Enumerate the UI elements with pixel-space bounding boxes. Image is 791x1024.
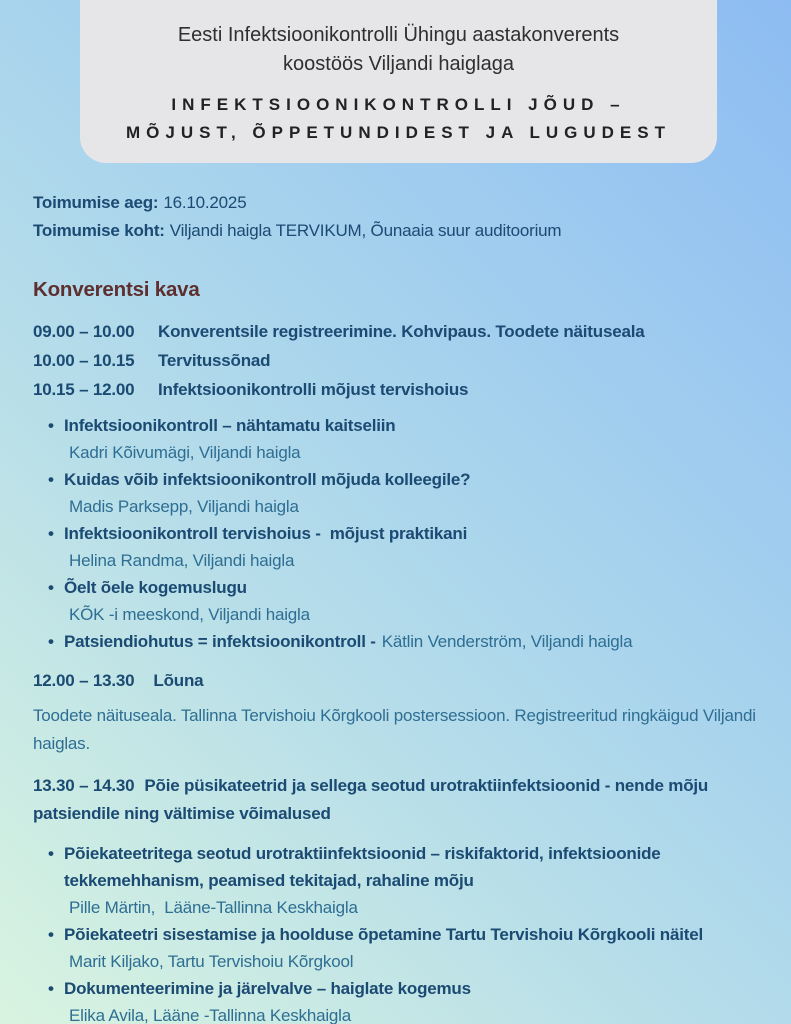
session2-time: 13.30 – 14.30 — [33, 776, 135, 795]
event-info — [33, 189, 758, 245]
header-card — [80, 0, 717, 163]
talk-title: • Õelt õele kogemuslugu — [64, 578, 247, 597]
lunch-title: Lõuna — [153, 671, 204, 690]
schedule-title: Infektsioonikontrolli mõjust tervishoius — [158, 380, 469, 399]
event-venue-line — [33, 217, 758, 245]
talk-item — [48, 840, 758, 921]
talk-title: Patsiendiohutus = infektsioonikontroll - — [64, 632, 376, 651]
talk-speaker: Pille Märtin, Lääne-Tallinna Keskhaigla — [69, 898, 358, 917]
talk-speaker: Kätlin Venderström, Viljandi haigla — [381, 632, 633, 651]
talk-speaker: Kadri Kõivumägi, Viljandi haigla — [69, 443, 301, 462]
talk-title: • Põiekateetritega seotud urotraktiinfektsioonid – riskifaktorid, infektsioonide tekkemehhanism, peamised tekitajad, rahaline mõju — [64, 844, 666, 890]
talk-item — [48, 921, 758, 975]
session2-title: Põie püsikateetrid ja sellega seotud urotraktiinfektsioonid - nende mõju patsiendile ning vältimise võimalused — [33, 776, 713, 823]
lunch-time: 12.00 – 13.30 — [33, 671, 135, 690]
talk-title: • Dokumenteerimine ja järelvalve – haiglate kogemus — [64, 979, 471, 998]
talk-item — [48, 466, 758, 520]
talk-item — [48, 975, 758, 1024]
talk-speaker: Marit Kiljako, Tartu Tervishoiu Kõrgkool — [69, 952, 354, 971]
session2-heading — [33, 772, 758, 828]
talk-item — [48, 412, 758, 466]
conference-name-line2: koostöös Viljandi haiglaga — [283, 53, 514, 75]
talk-speaker: Helina Randma, Viljandi haigla — [69, 551, 295, 570]
schedule-time: 09.00 – 10.00 — [33, 322, 135, 341]
talk-item — [48, 520, 758, 574]
event-date-line — [33, 189, 758, 217]
talk-title: • Kuidas võib infektsioonikontroll mõjuda kolleegile? — [64, 470, 471, 489]
talk-title: • Põiekateetri sisestamise ja hoolduse õpetamine Tartu Tervishoiu Kõrgkooli näitel — [64, 925, 703, 944]
schedule-title: Tervitussõnad — [158, 351, 271, 370]
schedule-row — [33, 350, 758, 372]
conference-title-line1: INFEKTSIOONIKONTROLLI JÕUD – — [171, 95, 626, 114]
schedule-row — [33, 321, 758, 343]
talk-speaker: KÕK -i meeskond, Viljandi haigla — [69, 605, 310, 624]
lunch-note: Toodete näituseala. Tallinna Tervishoiu Kõrgkooli postersessioon. Registreeritud ringkäigud Viljandi haiglas. — [33, 706, 756, 753]
date-label: Toimumise aeg: — [33, 193, 159, 212]
talk-speaker: Elika Avila, Lääne -Tallinna Keskhaigla — [69, 1006, 352, 1024]
talk-title: • Infektsioonikontroll tervishoius - mõjust praktikani — [64, 524, 468, 543]
schedule-time: 10.15 – 12.00 — [33, 380, 135, 399]
conference-name-line1: Eesti Infektsioonikontrolli Ühingu aastakonverents — [177, 24, 620, 46]
venue-label: Toimumise koht: — [33, 221, 165, 240]
conference-title-line2: MÕJUST, ÕPPETUNDIDEST JA LUGUDEST — [126, 123, 671, 142]
schedule-list — [33, 321, 758, 401]
date-value: 16.10.2025 — [163, 193, 247, 212]
talk-speaker: Madis Parksepp, Viljandi haigla — [69, 497, 299, 516]
talk-item — [48, 628, 758, 655]
session2-talk-list — [33, 840, 758, 1024]
session1-talk-list — [33, 412, 758, 655]
venue-value: Viljandi haigla TERVIKUM, Õunaaia suur auditoorium — [169, 221, 562, 240]
program-content — [0, 189, 791, 1024]
talk-item — [48, 574, 758, 628]
talk-title: • Infektsioonikontroll – nähtamatu kaitseliin — [64, 416, 396, 435]
schedule-time: 10.00 – 10.15 — [33, 351, 135, 370]
schedule-row — [33, 379, 758, 401]
section-heading: Konverentsi kava — [33, 278, 200, 301]
lunch-row — [33, 669, 758, 693]
schedule-title: Konverentsile registreerimine. Kohvipaus. Toodete näituseala — [158, 322, 645, 341]
